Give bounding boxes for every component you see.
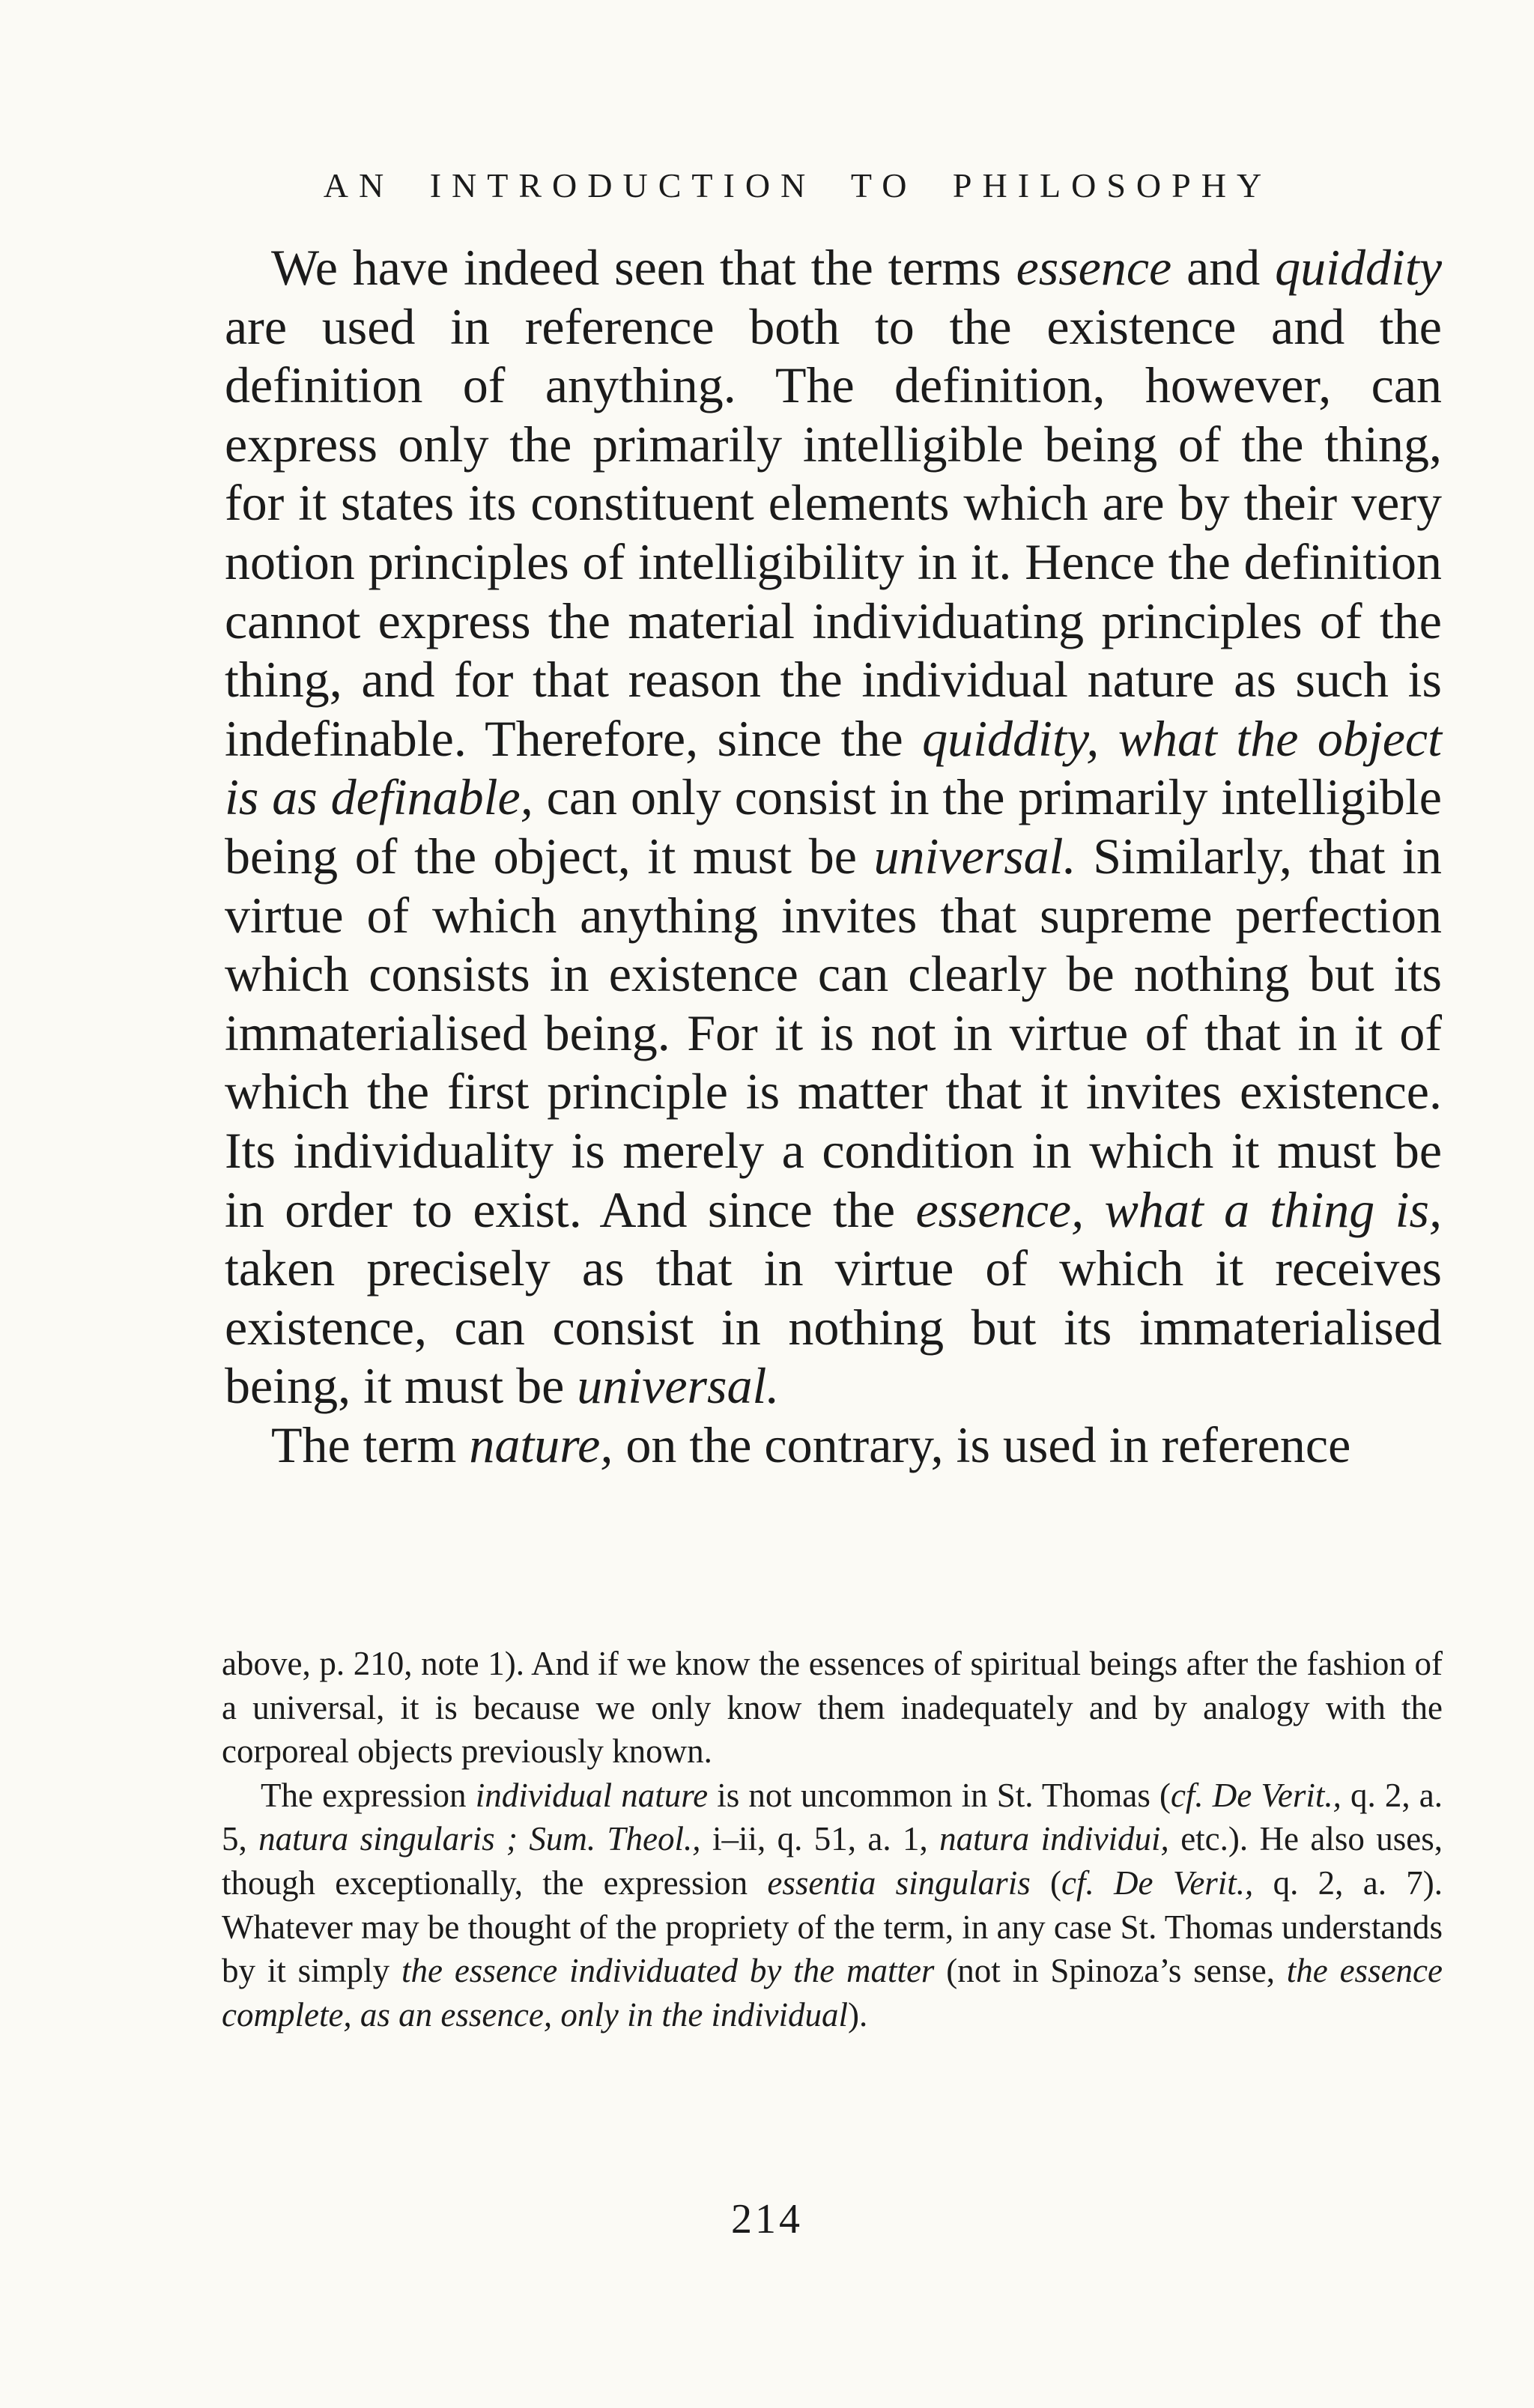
footnotes: [222, 1642, 1443, 2037]
running-head: AN INTRODUCTION TO PHILOSOPHY: [323, 166, 1273, 204]
footnote-individual-nature: The expression individual nature is not uncommon in St. Thomas (cf. De Verit., q. 2, a. 5, natura singularis ; Sum. Theol., i–ii, q. 51, a. 1, natura individui, etc.). He also uses, though exceptionally, the expression essentia singularis (cf. De Verit., q. 2, a. 7). Whatever may be thought of the propriety of the term, in any case St. Thomas understands by it simply the essence individuated by the matter (not in Spinoza’s sense, the essence complete, as an essence, only in the individual).: [222, 1776, 1443, 2034]
paragraph-2: The term nature, on the contrary, is used in reference: [271, 1416, 1351, 1473]
main-text: [225, 238, 1442, 1474]
page-number: 214: [731, 2196, 803, 2242]
paragraph-1: We have indeed seen that the terms essence and quiddity are used in reference both to the existence and the definition of anything. The definition, however, can express only the primarily intelligible being of the thing, for it states its constituent elements which are by their very notion principles of intelligibility in it. Hence the definition cannot express the material individuating principles of the thing, and for that reason the individual nature as such is indefinable. Therefore, since the quiddity, what the object is as definable, can only consist in the primarily intelligible being of the object, it must be universal. Similarly, that in virtue of which anything invites that supreme perfection which consists in existence can clearly be nothing but its immaterialised being. For it is not in virtue of that in it of which the first principle is matter that it invites existence. Its individuality is merely a condition in which it must be in order to exist. And since the essence, what a thing is, taken precisely as that in virtue of which it receives existence, can consist in nothing but its immaterialised being, it must be universal.: [225, 239, 1443, 1415]
footnote-continuation: above, p. 210, note 1). And if we know the essences of spiritual beings after the fashion of a universal, it is because we only know them inadequately and by analogy with the corporeal objects previously known.: [222, 1645, 1443, 1771]
